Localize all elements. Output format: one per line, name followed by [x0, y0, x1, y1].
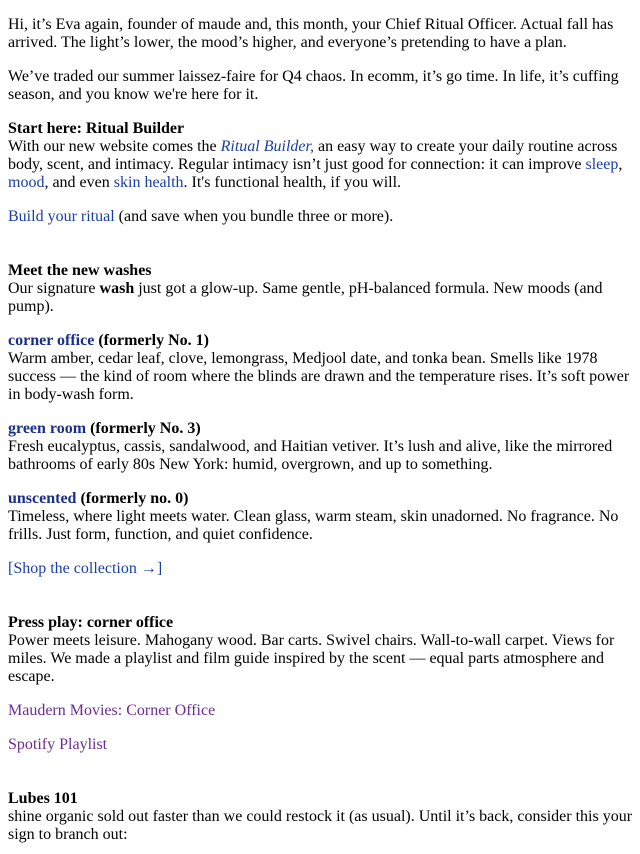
product-former-name: (formerly No. 3) [86, 420, 201, 437]
spotify-playlist-link[interactable]: Spotify Playlist [8, 736, 108, 753]
product-title [8, 490, 632, 508]
product-former-name: (formerly no. 0) [76, 490, 189, 507]
washes-intro-bold: wash [99, 280, 135, 297]
ritual-text-c: , [618, 156, 623, 173]
washes-heading-text: Meet the new washes [8, 262, 152, 279]
green-room-link[interactable]: green room [8, 420, 87, 437]
intro-paragraph-2: We’ve traded our summer laissez-faire for Q4 chaos. In ecomm, it’s go time. In life, it’s cuffing season, and you know we're here for it. [8, 68, 619, 103]
ritual-cta [8, 208, 632, 226]
ritual-text-a: With our new website comes the [8, 138, 221, 155]
ritual-heading [8, 120, 632, 138]
ritual-cta-rest: (and save when you bundle three or more). [114, 208, 394, 225]
shop-collection-link[interactable]: [Shop the collection →] [8, 560, 163, 577]
sleep-link[interactable]: sleep [585, 156, 619, 173]
ritual-heading-text: Start here: Ritual Builder [8, 120, 185, 137]
build-your-ritual-link[interactable]: Build your ritual [8, 208, 115, 225]
lubes-heading [8, 790, 632, 808]
ritual-text-b: an easy way to create your daily routine across body, scent, and intimacy. Regular intimacy isn’t just good for connection: it can improve [8, 138, 618, 173]
press-play-text: Power meets leisure. Mahogany wood. Bar carts. Swivel chairs. Wall-to-wall carpet. Views for miles. We made a playlist and film guide inspired by the scent — equal parts atmosphere and escape. [8, 632, 615, 685]
corner-office-link[interactable]: corner office [8, 332, 95, 349]
ritual-text-e: . It's functional health, if you will. [183, 174, 402, 191]
spotify-line [8, 736, 632, 754]
washes-heading [8, 262, 632, 280]
press-play-heading-text: Press play: corner office [8, 614, 174, 631]
product-description: Timeless, where light meets water. Clean glass, warm steam, skin unadorned. No fragrance. No frills. Just form, function, and quiet confidence. [8, 508, 619, 543]
ritual-builder-link-text: Ritual Builder, [220, 138, 314, 155]
skin-health-link[interactable]: skin health [113, 174, 184, 191]
product-description: Warm amber, cedar leaf, clove, lemongrass, Medjool date, and tonka bean. Smells like 1978 success — the kind of room where the blinds are drawn and the temperature rises. It’s soft power in body-wash form. [8, 350, 630, 403]
ritual-text-d: , and even [44, 174, 114, 191]
maudern-movies-link[interactable]: Maudern Movies: Corner Office [8, 702, 216, 719]
mood-link[interactable]: mood [8, 174, 45, 191]
washes-intro-a: Our signature [8, 280, 100, 297]
ritual-builder-link[interactable] [221, 138, 314, 155]
shop-collection-line [8, 560, 632, 578]
washes-intro [8, 280, 632, 316]
ritual-paragraph [8, 138, 632, 192]
movies-line [8, 702, 632, 720]
product-former-name: (formerly No. 1) [94, 332, 209, 349]
product-description: Fresh eucalyptus, cassis, sandalwood, and Haitian vetiver. It’s lush and alive, like the mirrored bathrooms of early 80s New York: humid, overgrown, and up to something. [8, 438, 613, 473]
intro-paragraph-1: Hi, it’s Eva again, founder of maude and, this month, your Chief Ritual Officer. Actual fall has arrived. The light’s lower, the mood’s higher, and everyone’s pretending to have a plan. [8, 16, 614, 51]
product-title [8, 420, 632, 438]
lubes-heading-text: Lubes 101 [8, 790, 78, 807]
press-play-heading [8, 614, 632, 632]
washes-intro-b: just got a glow-up. Same gentle, pH-balanced formula. New moods (and pump). [8, 280, 603, 315]
lubes-text: shine organic sold out faster than we could restock it (as usual). Until it’s back, consider this your sign to branch out: [8, 808, 633, 843]
unscented-link[interactable]: unscented [8, 490, 77, 507]
product-title [8, 332, 632, 350]
